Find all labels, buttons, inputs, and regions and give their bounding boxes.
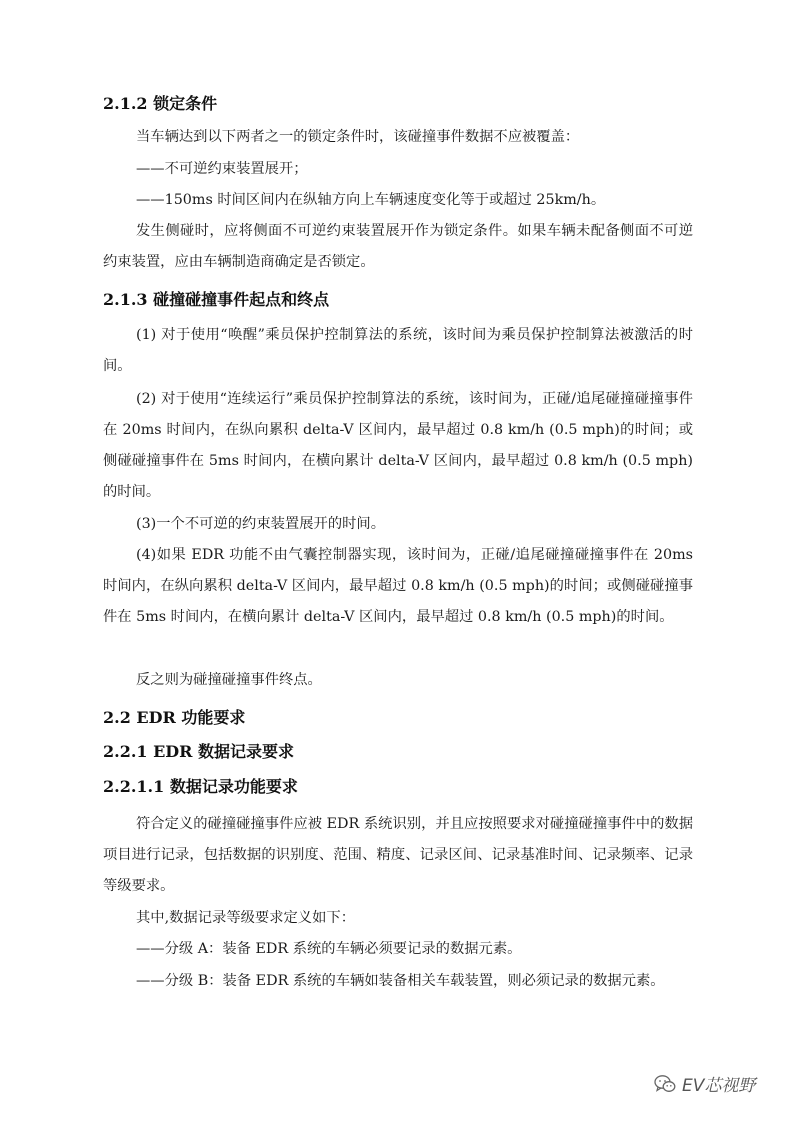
- paragraph-lock-condition-intro: 当车辆达到以下两者之一的锁定条件时，该碰撞事件数据不应被覆盖：: [136, 129, 580, 145]
- section-heading-2-1-2: 2.1.2 锁定条件: [103, 94, 218, 113]
- paragraph-side-impact: 发生侧碰时，应将侧面不可逆约束装置展开作为锁定条件。如果车辆未配备侧面不可逆约束装置，应由车辆制造商确定是否锁定。: [103, 223, 693, 270]
- paragraph-level-b: ——分级 B：装备 EDR 系统的车辆如装备相关车载装置，则必须记录的数据元素。: [136, 973, 665, 989]
- paragraph-recording-requirements: 符合定义的碰撞碰撞事件应被 EDR 系统识别，并且应按照要求对碰撞碰撞事件中的数据项目进行记录，包括数据的识别度、范围、精度、记录区间、记录基准时间、记录频率、记录等级要求。: [103, 816, 693, 894]
- watermark: [654, 1071, 755, 1096]
- paragraph-start-point-1: (1) 对于使用“唤醒”乘员保护控制算法的系统，该时间为乘员保护控制算法被激活的时间。: [103, 327, 693, 374]
- wechat-icon: [654, 1074, 676, 1094]
- section-heading-2-2-1-1: 2.2.1.1 数据记录功能要求: [103, 777, 298, 796]
- section-heading-2-2-1: 2.2.1 EDR 数据记录要求: [103, 742, 295, 761]
- section-heading-2-1-3: 2.1.3 碰撞碰撞事件起点和终点: [103, 290, 330, 309]
- paragraph-lock-condition-item-1: ——不可逆约束装置展开；: [136, 161, 308, 177]
- section-heading-2-2: 2.2 EDR 功能要求: [103, 708, 246, 727]
- paragraph-start-point-2: (2) 对于使用“连续运行”乘员保护控制算法的系统，该时间为，正碰/追尾碰撞碰撞事件在 20ms 时间内，在纵向累积 delta-V 区间内，最早超过 0.8 km/h (0.5 mph)的时间；或侧碰碰撞事件在 5ms 时间内，在横向累计 delta-V 区间内，最早超过 0.8 km/h (0.5 mph)的时间。: [103, 391, 693, 500]
- paragraph-end-point: 反之则为碰撞碰撞事件终点。: [136, 672, 322, 688]
- watermark-text: EV芯视野: [682, 1076, 756, 1096]
- paragraph-lock-condition-item-2: ——150ms 时间区间内在纵轴方向上车辆速度变化等于或超过 25km/h。: [136, 192, 606, 208]
- paragraph-level-definition: 其中,数据记录等级要求定义如下：: [136, 910, 355, 926]
- paragraph-start-point-4: (4)如果 EDR 功能不由气囊控制器实现，该时间为，正碰/追尾碰撞碰撞事件在 20ms 时间内，在纵向累积 delta-V 区间内，最早超过 0.8 km/h (0.5 mph)的时间；或侧碰碰撞事件在 5ms 时间内，在横向累计 delta-V 区间内，最早超过 0.8 km/h (0.5 mph)的时间。: [103, 547, 693, 625]
- paragraph-start-point-3: (3)一个不可逆的约束装置展开的时间。: [136, 516, 385, 532]
- paragraph-level-a: ——分级 A：装备 EDR 系统的车辆必须要记录的数据元素。: [136, 941, 522, 957]
